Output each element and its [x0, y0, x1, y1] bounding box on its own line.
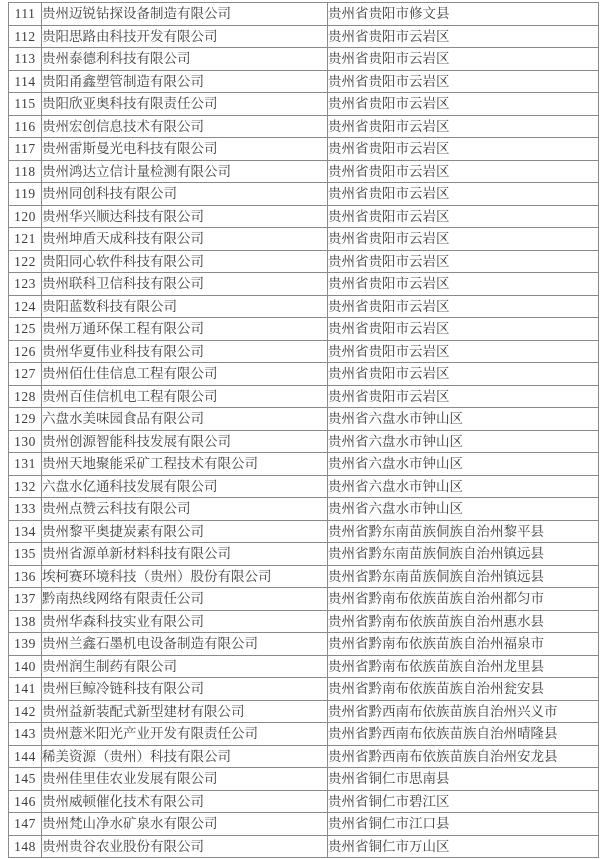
row-index-cell: 115 [9, 93, 42, 116]
row-index-cell: 148 [9, 835, 42, 858]
table-row [9, 745, 599, 768]
company-name-cell: 贵州宏创信息技术有限公司 [42, 115, 328, 138]
company-name-cell: 黔南热线网络有限责任公司 [42, 588, 328, 611]
row-index-cell: 131 [9, 453, 42, 476]
row-index-cell: 146 [9, 790, 42, 813]
company-name-cell: 贵州点赞云科技有限公司 [42, 498, 328, 521]
company-name-cell: 贵州鸿达立信计量检测有限公司 [42, 160, 328, 183]
company-name-cell: 贵州泰德利科技有限公司 [42, 48, 328, 71]
location-cell: 贵州省贵阳市云岩区 [328, 340, 599, 363]
location-cell: 贵州省铜仁市江口县 [328, 813, 599, 836]
company-name-cell: 贵州百佳信机电工程有限公司 [42, 385, 328, 408]
location-cell: 贵州省贵阳市云岩区 [328, 295, 599, 318]
table-row [9, 520, 599, 543]
row-index-cell: 125 [9, 318, 42, 341]
company-name-cell: 贵州迈锐钻探设备制造有限公司 [42, 3, 328, 26]
row-index-cell: 128 [9, 385, 42, 408]
table-row [9, 273, 599, 296]
row-index-cell: 127 [9, 363, 42, 386]
table-row [9, 408, 599, 431]
location-cell: 贵州省贵阳市云岩区 [328, 70, 599, 93]
company-name-cell: 埃柯赛环境科技（贵州）股份有限公司 [42, 565, 328, 588]
company-name-cell: 贵州益新装配式新型建材有限公司 [42, 700, 328, 723]
company-name-cell: 贵阳甬鑫塑管制造有限公司 [42, 70, 328, 93]
table-row [9, 655, 599, 678]
company-name-cell: 贵州薏米阳光产业开发有限责任公司 [42, 723, 328, 746]
row-index-cell: 135 [9, 543, 42, 566]
row-index-cell: 140 [9, 655, 42, 678]
company-name-cell: 六盘水美味园食品有限公司 [42, 408, 328, 431]
location-cell: 贵州省铜仁市万山区 [328, 835, 599, 858]
table-row [9, 498, 599, 521]
location-cell: 贵州省贵阳市修文县 [328, 3, 599, 26]
location-cell: 贵州省铜仁市思南县 [328, 768, 599, 791]
company-list-section [8, 2, 599, 858]
row-index-cell: 138 [9, 610, 42, 633]
table-row [9, 565, 599, 588]
row-index-cell: 134 [9, 520, 42, 543]
company-name-cell: 贵州黎平奥捷炭素有限公司 [42, 520, 328, 543]
table-row [9, 543, 599, 566]
table-row [9, 3, 599, 26]
company-name-cell: 贵州雷斯曼光电科技有限公司 [42, 138, 328, 161]
location-cell: 贵州省黔南布依族苗族自治州福泉市 [328, 633, 599, 656]
location-cell: 贵州省贵阳市云岩区 [328, 205, 599, 228]
location-cell: 贵州省黔西南布依族苗族自治州晴隆县 [328, 723, 599, 746]
company-name-cell: 贵州巨鲸冷链科技有限公司 [42, 678, 328, 701]
location-cell: 贵州省贵阳市云岩区 [328, 183, 599, 206]
row-index-cell: 114 [9, 70, 42, 93]
row-index-cell: 126 [9, 340, 42, 363]
company-name-cell: 贵州联科卫信科技有限公司 [42, 273, 328, 296]
table-row [9, 633, 599, 656]
company-name-cell: 贵州天地聚能采矿工程技术有限公司 [42, 453, 328, 476]
location-cell: 贵州省六盘水市钟山区 [328, 453, 599, 476]
location-cell: 贵州省贵阳市云岩区 [328, 48, 599, 71]
location-cell: 贵州省六盘水市钟山区 [328, 408, 599, 431]
table-row [9, 138, 599, 161]
row-index-cell: 120 [9, 205, 42, 228]
location-cell: 贵州省贵阳市云岩区 [328, 228, 599, 251]
table-row [9, 385, 599, 408]
location-cell: 贵州省黔西南布依族苗族自治州兴义市 [328, 700, 599, 723]
row-index-cell: 133 [9, 498, 42, 521]
table-row [9, 250, 599, 273]
company-name-cell: 贵州佳里佳农业发展有限公司 [42, 768, 328, 791]
row-index-cell: 139 [9, 633, 42, 656]
table-row [9, 48, 599, 71]
row-index-cell: 113 [9, 48, 42, 71]
location-cell: 贵州省六盘水市钟山区 [328, 430, 599, 453]
location-cell: 贵州省黔南布依族苗族自治州瓮安县 [328, 678, 599, 701]
row-index-cell: 144 [9, 745, 42, 768]
row-index-cell: 143 [9, 723, 42, 746]
location-cell: 贵州省贵阳市云岩区 [328, 25, 599, 48]
company-name-cell: 贵阳同心软件科技有限公司 [42, 250, 328, 273]
table-row [9, 25, 599, 48]
location-cell: 贵州省贵阳市云岩区 [328, 93, 599, 116]
company-name-cell: 贵州万通环保工程有限公司 [42, 318, 328, 341]
location-cell: 贵州省黔南布依族苗族自治州都匀市 [328, 588, 599, 611]
table-row [9, 790, 599, 813]
row-index-cell: 147 [9, 813, 42, 836]
location-cell: 贵州省黔南布依族苗族自治州龙里县 [328, 655, 599, 678]
company-name-cell: 贵州贵谷农业股份有限公司 [42, 835, 328, 858]
company-name-cell: 贵州威顿催化技术有限公司 [42, 790, 328, 813]
location-cell: 贵州省六盘水市钟山区 [328, 498, 599, 521]
company-name-cell: 贵州华夏伟业科技有限公司 [42, 340, 328, 363]
row-index-cell: 116 [9, 115, 42, 138]
location-cell: 贵州省黔东南苗族侗族自治州镇远县 [328, 543, 599, 566]
location-cell: 贵州省贵阳市云岩区 [328, 250, 599, 273]
table-row [9, 205, 599, 228]
row-index-cell: 142 [9, 700, 42, 723]
table-row [9, 340, 599, 363]
company-name-cell: 贵州创源智能科技发展有限公司 [42, 430, 328, 453]
company-name-cell: 贵州梵山净水矿泉水有限公司 [42, 813, 328, 836]
company-name-cell: 贵州华兴顺达科技有限公司 [42, 205, 328, 228]
table-row [9, 475, 599, 498]
location-cell: 贵州省贵阳市云岩区 [328, 138, 599, 161]
location-cell: 贵州省贵阳市云岩区 [328, 115, 599, 138]
location-cell: 贵州省贵阳市云岩区 [328, 273, 599, 296]
row-index-cell: 124 [9, 295, 42, 318]
company-name-cell: 贵阳欣亚奥科技有限责任公司 [42, 93, 328, 116]
table-row [9, 115, 599, 138]
table-row [9, 813, 599, 836]
table-row [9, 318, 599, 341]
company-name-cell: 贵州华森科技实业有限公司 [42, 610, 328, 633]
row-index-cell: 117 [9, 138, 42, 161]
table-row [9, 160, 599, 183]
company-table-body [9, 3, 599, 858]
table-row [9, 723, 599, 746]
company-name-cell: 贵州省源单新材料科技有限公司 [42, 543, 328, 566]
table-row [9, 363, 599, 386]
company-name-cell: 贵州坤盾天成科技有限公司 [42, 228, 328, 251]
row-index-cell: 122 [9, 250, 42, 273]
row-index-cell: 129 [9, 408, 42, 431]
table-row [9, 588, 599, 611]
table-row [9, 610, 599, 633]
location-cell: 贵州省贵阳市云岩区 [328, 160, 599, 183]
company-name-cell: 稀美资源（贵州）科技有限公司 [42, 745, 328, 768]
table-row [9, 768, 599, 791]
row-index-cell: 136 [9, 565, 42, 588]
location-cell: 贵州省黔东南苗族侗族自治州镇远县 [328, 565, 599, 588]
row-index-cell: 121 [9, 228, 42, 251]
location-cell: 贵州省贵阳市云岩区 [328, 363, 599, 386]
row-index-cell: 141 [9, 678, 42, 701]
row-index-cell: 130 [9, 430, 42, 453]
row-index-cell: 112 [9, 25, 42, 48]
table-row [9, 295, 599, 318]
row-index-cell: 118 [9, 160, 42, 183]
table-row [9, 678, 599, 701]
row-index-cell: 123 [9, 273, 42, 296]
row-index-cell: 137 [9, 588, 42, 611]
company-name-cell: 贵阳蓝数科技有限公司 [42, 295, 328, 318]
location-cell: 贵州省贵阳市云岩区 [328, 385, 599, 408]
company-name-cell: 贵州佰仕佳信息工程有限公司 [42, 363, 328, 386]
location-cell: 贵州省黔西南布依族苗族自治州安龙县 [328, 745, 599, 768]
company-name-cell: 贵阳思路由科技开发有限公司 [42, 25, 328, 48]
location-cell: 贵州省六盘水市钟山区 [328, 475, 599, 498]
company-name-cell: 贵州同创科技有限公司 [42, 183, 328, 206]
table-row [9, 453, 599, 476]
company-name-cell: 贵州润生制药有限公司 [42, 655, 328, 678]
company-table [8, 2, 599, 858]
table-row [9, 700, 599, 723]
row-index-cell: 119 [9, 183, 42, 206]
table-row [9, 228, 599, 251]
table-row [9, 70, 599, 93]
location-cell: 贵州省贵阳市云岩区 [328, 318, 599, 341]
location-cell: 贵州省铜仁市碧江区 [328, 790, 599, 813]
table-row [9, 835, 599, 858]
location-cell: 贵州省黔南布依族苗族自治州惠水县 [328, 610, 599, 633]
table-row [9, 93, 599, 116]
table-row [9, 183, 599, 206]
row-index-cell: 132 [9, 475, 42, 498]
company-name-cell: 六盘水亿通科技发展有限公司 [42, 475, 328, 498]
company-name-cell: 贵州兰鑫石墨机电设备制造有限公司 [42, 633, 328, 656]
location-cell: 贵州省黔东南苗族侗族自治州黎平县 [328, 520, 599, 543]
row-index-cell: 145 [9, 768, 42, 791]
table-row [9, 430, 599, 453]
row-index-cell: 111 [9, 3, 42, 26]
